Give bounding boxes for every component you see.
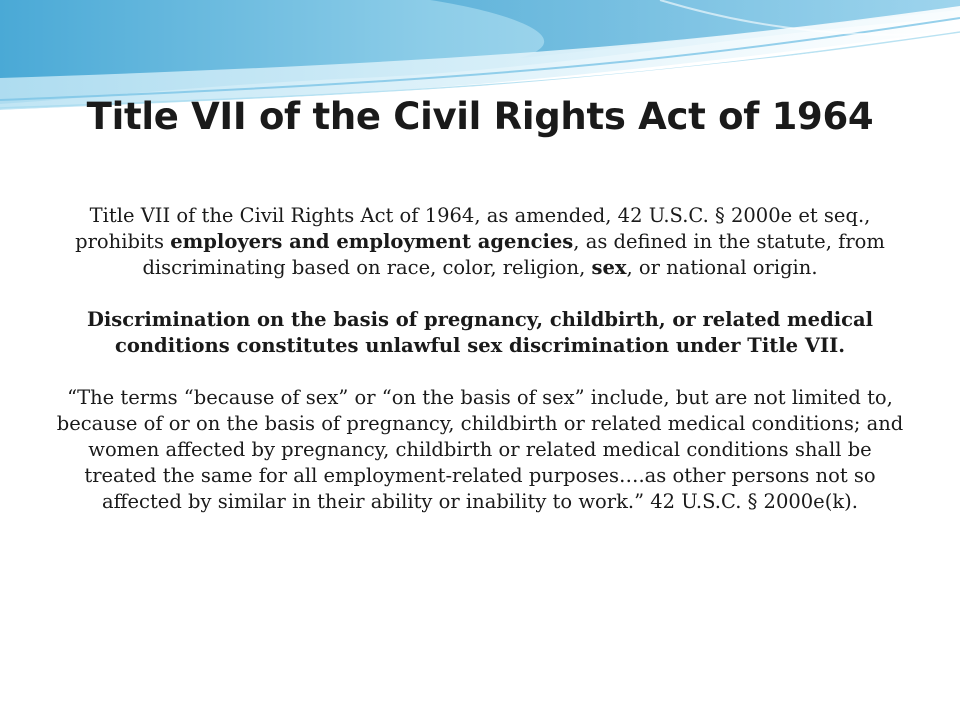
paragraph1-bold-employers: employers and employment agencies (170, 230, 574, 253)
paragraph-title-vii-summary (55, 203, 905, 281)
slide-body (55, 203, 905, 515)
slide-title: Title VII of the Civil Rights Act of 1964 (86, 95, 874, 138)
paragraph1-text-part3: , or national origin. (626, 256, 818, 279)
paragraph1-text-part1: Title VII of the Civil Rights Act of 1964, as amended, 42 U.S.C. § 2000e et seq., prohibits (75, 204, 871, 253)
paragraph1-bold-sex: sex (591, 256, 627, 279)
paragraph1-text-part2: , as defined in the statute, from discriminating based on race, color, religion, (142, 230, 885, 279)
paragraph-pregnancy-discrimination: Discrimination on the basis of pregnancy, childbirth, or related medical conditions constitutes unlawful sex discrimination under Title VII. (86, 308, 874, 357)
paragraph-statute-quote: “The terms “because of sex” or “on the basis of sex” include, but are not limited to, because of or on the basis of pregnancy, childbirth or related medical conditions; and women affected by pregnancy, childbirth or related medical conditions shall be treated the same for all employment-related purposes….as other persons not so affected by similar in their ability or inability to work.” 42 U.S.C. § 2000e(k). (56, 386, 904, 513)
